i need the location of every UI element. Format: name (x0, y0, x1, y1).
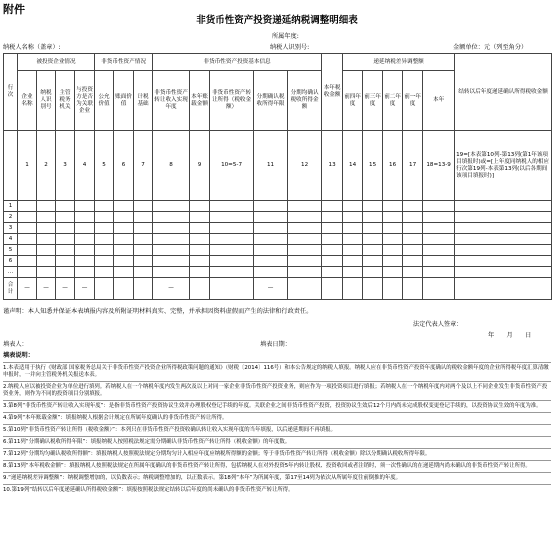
col-header-5: 公允价值 (95, 71, 114, 131)
num-cell: 17 (403, 131, 423, 201)
instruction-item: 3.第8列“非货币性资产转让收入实现年度”：是指非货币性资产投资协议生效并办理股权登记手续的年度。关联企业之间非货币性资产投资，投资协议生效后12个月内尚未完成股权变更登记手续的，以投资协议生效的年度为准。 (3, 400, 551, 412)
col-header-1: 企业名称 (18, 71, 37, 131)
signature-date: 年 月 日 (488, 332, 532, 339)
row-number: 4 (4, 234, 18, 245)
dash-cell: — (75, 278, 95, 300)
instruction-item: 5.第10列“非货币性资产转让所得（税收金额）”：本列只在非货币性资产投资收确认转让收入实现年度的当年填报，以后递延期间不再填报。 (3, 424, 551, 436)
num-cell: 4 (75, 131, 95, 201)
dash-cell: — (254, 278, 288, 300)
period-label: 所属年度: (272, 33, 299, 40)
attachment-label: 附件 (3, 3, 25, 16)
total-label: 合计 (4, 278, 18, 300)
col-header-10: 非货币性资产转让所得（税收金额） (210, 71, 254, 131)
taxpayer-name-label: 纳税人名称（盖章）: (3, 44, 61, 51)
col-header-12: 分期均确认税收所得金额 (288, 71, 322, 131)
num-cell: 2 (37, 131, 56, 201)
group-header-invest: 被投资企业情况 (18, 54, 95, 71)
col-header-14: 前四年度 (343, 71, 363, 131)
group-header-asset: 非货币性资产情况 (95, 54, 153, 71)
num-cell: 1 (18, 131, 37, 201)
col-header-18: 本年 (423, 71, 455, 131)
col-header-9: 本年账载金额 (190, 71, 210, 131)
dash-cell: — (18, 278, 37, 300)
col-header-16: 前二年度 (383, 71, 403, 131)
amount-unit: 金额单位：元（列至角分） (453, 44, 528, 51)
num-cell: 3 (56, 131, 75, 201)
page-title: 非货币性资产投资递延纳税调整明细表 (196, 15, 358, 26)
filler-label: 填表人： (3, 341, 28, 348)
num-cell: 14 (343, 131, 363, 201)
total-row (4, 278, 552, 300)
fill-date-label: 填表日期： (260, 341, 291, 348)
dash-cell: — (153, 278, 190, 300)
col-header-7: 计税基础 (134, 71, 153, 131)
num-cell: 9 (190, 131, 210, 201)
adjustment-table (3, 53, 552, 300)
instruction-item: 8.第13列“本年税收金额”：填报纳税人按照税法规定在所属年度确认的非货币性资产转让所得，包括纳税人在对外投资5年内转让股权、投资收回或者注销时，须一次性确认的在递延期内尚未确认的非货币性资产转让所得。 (3, 460, 551, 472)
row-number: 6 (4, 256, 18, 267)
col-header-19: 结转以后年度递延确认所得税收金额 (455, 54, 552, 131)
num-cell: 18=13-9 (423, 131, 455, 201)
row-number: 1 (4, 201, 18, 212)
num-cell: 15 (363, 131, 383, 201)
instruction-item: 6.第11列“分期确认税收所得年限”：填报纳税人按照税法规定需分期确认非货币性资产转让所得（税收金额）的年度数。 (3, 436, 551, 448)
col-header-17: 前一年度 (403, 71, 423, 131)
dash-cell: — (37, 278, 56, 300)
instruction-item: 4.第9列“本年账载金额”：填报纳税人根据会计规定在所属年度确认的非货币性资产转让所得。 (3, 412, 551, 424)
col-header-2: 纳税人识别号 (37, 71, 56, 131)
dash-cell: — (56, 278, 75, 300)
instruction-item: 10.第19列“结转以后年度递延确认所得税收金额”：填报按照税法规定结转以后年度的尚未确认的非货币性资产转让所得。 (3, 484, 551, 496)
data-rows (4, 201, 552, 278)
num-cell: 11 (254, 131, 288, 201)
row-number: 2 (4, 212, 18, 223)
num-cell: 5 (95, 131, 114, 201)
instruction-item: 2.纳税人应以被投资企业为单位进行填列。若纳税人在一个纳税年度内发生两次及以上对同一家企业非货币性资产投资业务，则应作为一项投资项目进行填报；若纳税人在一个纳税年度内对两个及以上不同企业发生非货币性资产投资业务，则作为不同的投资项目分别填报。 (3, 381, 551, 400)
instructions-heading: 填表说明： (3, 352, 34, 359)
num-cell: 12 (288, 131, 322, 201)
instruction-item: 7.第12列“分期均匀确认税收所得额”：填报纳税人按照税法规定分期均匀计入相应年度应纳税所得额的金额；等于非货币性资产转让所得（税收金额）除以分期确认税收所得年限。 (3, 448, 551, 460)
instruction-item: 1.本表适用于执行《财政部 国家税务总局关于非货币性资产投资企业所得税政策问题的通知》（财税〔2014〕116号）和本公告规定的纳税人填报。纳税人应在非货币性资产投资年度确认的税收金额年度的企业所得税年度汇算清缴申报时，一并向主管税务机关报送本表。 (3, 362, 551, 381)
num-cell: 16 (383, 131, 403, 201)
num-cell-row (4, 131, 18, 201)
num-cell: 10=5-7 (210, 131, 254, 201)
col-header-8: 非货币性资产转让收入实现年度 (153, 71, 190, 131)
num-cell: 8 (153, 131, 190, 201)
col-header-row: 行次 (4, 54, 18, 131)
instructions (3, 352, 551, 496)
col-header-11: 分期确认税收所得年限 (254, 71, 288, 131)
col-header-3: 主管税务机关 (56, 71, 75, 131)
col-header-13: 本年税收金额 (322, 54, 343, 131)
row-number: 5 (4, 245, 18, 256)
num-cell: 13 (322, 131, 343, 201)
group-header-adjust: 递延纳税差异调整额 (343, 54, 455, 71)
group-header-basic: 非货币性资产投资基本信息 (153, 54, 322, 71)
declaration-statement: 谨声明：本人知悉并保证本表填报内容及所附证明材料真实、完整，并承担因资料虚假而产生的法律和行政责任。 (3, 308, 313, 315)
row-number: 3 (4, 223, 18, 234)
num-cell: 7 (134, 131, 153, 201)
num-cell: 6 (114, 131, 134, 201)
row-number: … (4, 267, 18, 278)
col-header-15: 前三年度 (363, 71, 383, 131)
legal-rep-signature: 法定代表人签章： (413, 321, 463, 328)
col-header-4: 与投资方是否为关联企业 (75, 71, 95, 131)
col-header-6: 账面价值 (114, 71, 134, 131)
taxpayer-id-label: 纳税人识别号: (270, 44, 310, 51)
formula-cell: 19=[本表第10列-第13列(第1年该项目填报时)或=[上年度同纳税人的相应行次第19列-本表第13列(以后各期间该项目填报时)] (455, 131, 552, 201)
instruction-item: 9.“递延纳税差异调整额”：纳税调整增加的，以负数表示；纳税调整增加的，以正数表示。第18列“本年”为所属年度，第17至14列为依次从所属年度往前倒推的年度。 (3, 472, 551, 484)
